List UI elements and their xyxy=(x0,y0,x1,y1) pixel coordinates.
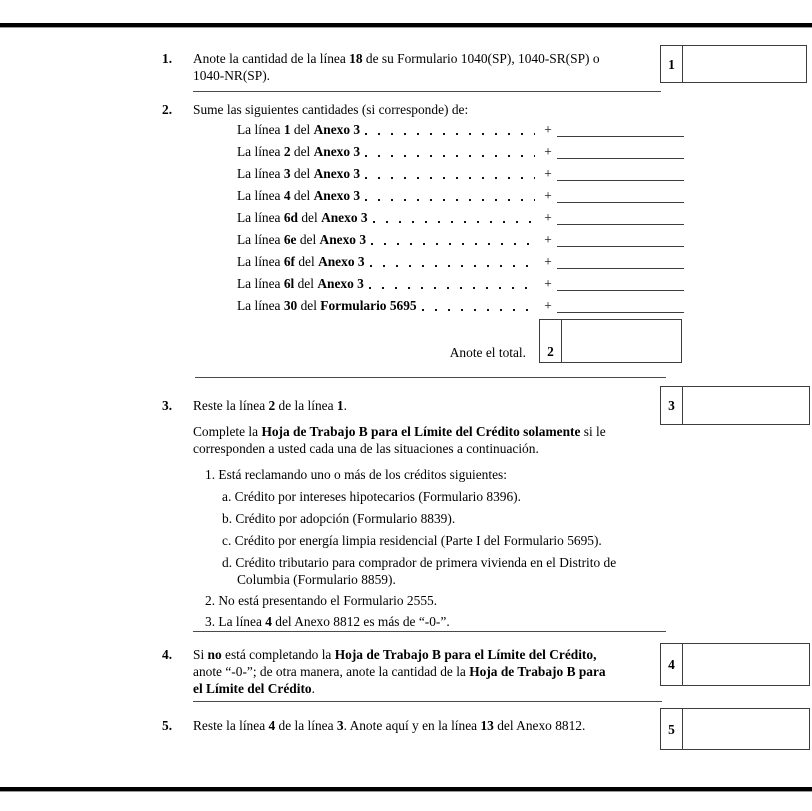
total-label: Anote el total. xyxy=(449,345,526,360)
item1-divider xyxy=(193,91,661,92)
line4-amount-field[interactable] xyxy=(683,644,809,685)
addend-row-1 xyxy=(237,121,537,138)
condition-1: 1. Está reclamando uno o más de los créditos siguientes: xyxy=(205,467,507,482)
item5-text: Reste la línea 4 de la línea 3. Anote aquí y en la línea 13 del Anexo 8812. xyxy=(193,718,586,733)
plus-sign: + xyxy=(544,298,552,313)
addend-row-5 xyxy=(237,209,537,226)
addend-row-9 xyxy=(237,297,537,314)
addend-label: La línea 30 del Formulario 5695 xyxy=(237,298,417,313)
dot-leader xyxy=(422,309,535,311)
line3-amount-field[interactable] xyxy=(683,387,809,424)
addend-row-3 xyxy=(237,165,537,182)
addend-amount-field-8[interactable] xyxy=(557,288,684,291)
condition-3: 3. La línea 4 del Anexo 8812 es más de “-0-”. xyxy=(205,614,450,629)
plus-sign: + xyxy=(544,276,552,291)
addend-amount-field-9[interactable] xyxy=(557,310,684,313)
addend-row-4 xyxy=(237,187,537,204)
addend-row-6 xyxy=(237,231,537,248)
addend-label: La línea 2 del Anexo 3 xyxy=(237,144,361,159)
dot-leader xyxy=(371,243,535,245)
addend-amount-field-7[interactable] xyxy=(557,266,684,269)
addend-amount-field-6[interactable] xyxy=(557,244,684,247)
plus-sign: + xyxy=(544,188,552,203)
addend-label: La línea 6f del Anexo 3 xyxy=(237,254,365,269)
addend-amount-field-3[interactable] xyxy=(557,178,684,181)
item3-text: Reste la línea 2 de la línea 1. xyxy=(193,398,347,413)
addend-row-7 xyxy=(237,253,537,270)
condition-2: 2. No está presentando el Formulario 2555. xyxy=(205,593,438,608)
addend-amount-field-5[interactable] xyxy=(557,222,684,225)
item1-number: 1. xyxy=(162,51,173,66)
item3-divider xyxy=(193,631,666,632)
dot-leader xyxy=(365,199,535,201)
line5-entry-box xyxy=(660,708,810,750)
addend-label: La línea 1 del Anexo 3 xyxy=(237,122,361,137)
item2-number: 2. xyxy=(162,102,173,117)
addend-row-8 xyxy=(237,275,537,292)
plus-sign: + xyxy=(544,254,552,269)
dot-leader xyxy=(370,265,535,267)
addend-amount-field-4[interactable] xyxy=(557,200,684,203)
addend-label: La línea 6l del Anexo 3 xyxy=(237,276,364,291)
line4-entry-box xyxy=(660,643,810,686)
addend-label: La línea 6e del Anexo 3 xyxy=(237,232,367,247)
item2-divider xyxy=(195,377,666,378)
item4-text: Si no está completando la Hoja de Trabajo B para el Límite del Crédito, anote “-0-”; de otra manera, anote la cantidad de la Hoja de Trabajo B para el Límite del Crédito. xyxy=(193,647,606,696)
dot-leader xyxy=(365,177,535,179)
line2-amount-field[interactable] xyxy=(562,320,681,362)
item2-intro: Sume las siguientes cantidades (si corresponde) de: xyxy=(193,102,469,117)
plus-sign: + xyxy=(544,232,552,247)
condition-1a: a. Crédito por intereses hipotecarios (Formulario 8396). xyxy=(222,489,521,504)
addend-amount-field-1[interactable] xyxy=(557,134,684,137)
dot-leader xyxy=(365,155,535,157)
line5-amount-field[interactable] xyxy=(683,709,809,749)
plus-sign: + xyxy=(544,144,552,159)
dot-leader xyxy=(365,133,535,135)
addend-label: La línea 3 del Anexo 3 xyxy=(237,166,361,181)
addend-amount-field-2[interactable] xyxy=(557,156,684,159)
addend-label: La línea 4 del Anexo 3 xyxy=(237,188,361,203)
line3-entry-box xyxy=(660,386,810,425)
plus-sign: + xyxy=(544,166,552,181)
plus-sign: + xyxy=(544,122,552,137)
item3-paragraph: Complete la Hoja de Trabajo B para el Límite del Crédito solamente si le corresponden a usted cada una de las situaciones a continuación. xyxy=(193,424,606,456)
line3-box-number: 3 xyxy=(661,387,683,424)
addend-row-2 xyxy=(237,143,537,160)
top-rule-shadow xyxy=(0,27,812,28)
line1-entry-box xyxy=(660,45,807,83)
condition-1d: d. Crédito tributario para comprador de primera vivienda en el Distrito de Columbia (Formulario 8859). xyxy=(222,555,617,587)
condition-1c: c. Crédito por energía limpia residencial (Parte I del Formulario 5695). xyxy=(222,533,602,548)
bottom-rule-shadow xyxy=(0,791,812,792)
item4-number: 4. xyxy=(162,647,173,662)
item4-divider xyxy=(193,701,662,702)
item3-number: 3. xyxy=(162,398,173,413)
line2-box-number: 2 xyxy=(540,320,562,362)
line2-entry-box xyxy=(539,319,682,363)
item5-number: 5. xyxy=(162,718,173,733)
item1-text: Anote la cantidad de la línea 18 de su Formulario 1040(SP), 1040-SR(SP) o 1040-NR(SP). xyxy=(193,51,600,83)
addend-label: La línea 6d del Anexo 3 xyxy=(237,210,368,225)
condition-1b: b. Crédito por adopción (Formulario 8839). xyxy=(222,511,456,526)
line1-amount-field[interactable] xyxy=(683,46,806,82)
dot-leader xyxy=(373,221,535,223)
line1-box-number: 1 xyxy=(661,46,683,82)
line4-box-number: 4 xyxy=(661,644,683,685)
line5-box-number: 5 xyxy=(661,709,683,749)
plus-sign: + xyxy=(544,210,552,225)
dot-leader xyxy=(369,287,535,289)
